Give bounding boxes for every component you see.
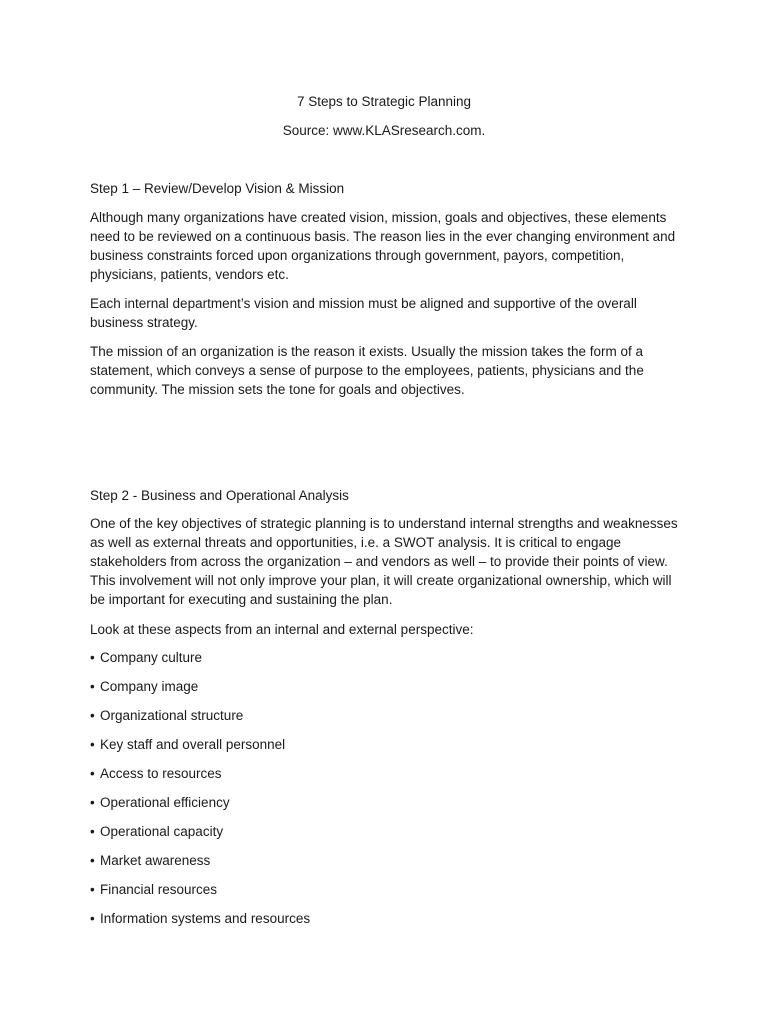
list-item	[90, 852, 682, 881]
list-item-label: Operational efficiency	[100, 795, 230, 810]
list-item	[90, 823, 682, 852]
bullet-icon: •	[90, 882, 95, 897]
list-item-label: Operational capacity	[100, 824, 224, 839]
bullet-icon: •	[90, 853, 95, 868]
step2-bullet-list	[90, 649, 682, 939]
bullet-icon: •	[90, 679, 95, 694]
list-item	[90, 765, 682, 794]
list-item-label: Market awareness	[100, 853, 211, 868]
bullet-icon: •	[90, 911, 95, 926]
bullet-icon: •	[90, 708, 95, 723]
list-item-label: Information systems and resources	[100, 911, 311, 926]
list-item	[90, 736, 682, 765]
list-item	[90, 678, 682, 707]
list-item	[90, 707, 682, 736]
list-item-label: Organizational structure	[100, 708, 244, 723]
step1-paragraph-2: Each internal department’s vision and mission must be aligned and supportive of the overall business strategy.	[90, 296, 637, 330]
document-title: 7 Steps to Strategic Planning	[296, 94, 472, 109]
list-item	[90, 881, 682, 910]
list-item-label: Company culture	[100, 650, 203, 665]
bullet-icon: •	[90, 824, 95, 839]
list-item-label: Key staff and overall personnel	[100, 737, 286, 752]
list-item-label: Access to resources	[100, 766, 222, 781]
bullet-icon: •	[90, 766, 95, 781]
list-item	[90, 649, 682, 678]
bullet-icon: •	[90, 650, 95, 665]
document-source: Source: www.KLASresearch.com.	[282, 123, 486, 138]
step2-paragraph-2: Look at these aspects from an internal and external perspective:	[90, 622, 474, 637]
step1-heading: Step 1 – Review/Develop Vision & Mission	[90, 181, 345, 196]
list-item	[90, 794, 682, 823]
bullet-icon: •	[90, 737, 95, 752]
list-item	[90, 910, 682, 939]
step2-heading: Step 2 - Business and Operational Analysis	[90, 488, 349, 503]
step2-paragraph-1: One of the key objectives of strategic planning is to understand internal strengths and weaknesses as well as external threats and opportunities, i.e. a SWOT analysis. It is critical to engage stakeholders from across the organization – and vendors as well – to provide their points of view. This involvement will not only improve your plan, it will create organizational ownership, which will be important for executing and sustaining the plan.	[90, 516, 678, 607]
bullet-icon: •	[90, 795, 95, 810]
list-item-label: Financial resources	[100, 882, 218, 897]
step1-paragraph-1: Although many organizations have created vision, mission, goals and objectives, these elements need to be reviewed on a continuous basis. The reason lies in the ever changing environment and business constraints forced upon organizations through government, payors, competition, physicians, patients, vendors etc.	[90, 210, 676, 282]
list-item-label: Company image	[100, 679, 199, 694]
step1-paragraph-3: The mission of an organization is the reason it exists. Usually the mission takes the form of a statement, which conveys a sense of purpose to the employees, patients, physicians and the community. The mission sets the tone for goals and objectives.	[90, 344, 644, 397]
